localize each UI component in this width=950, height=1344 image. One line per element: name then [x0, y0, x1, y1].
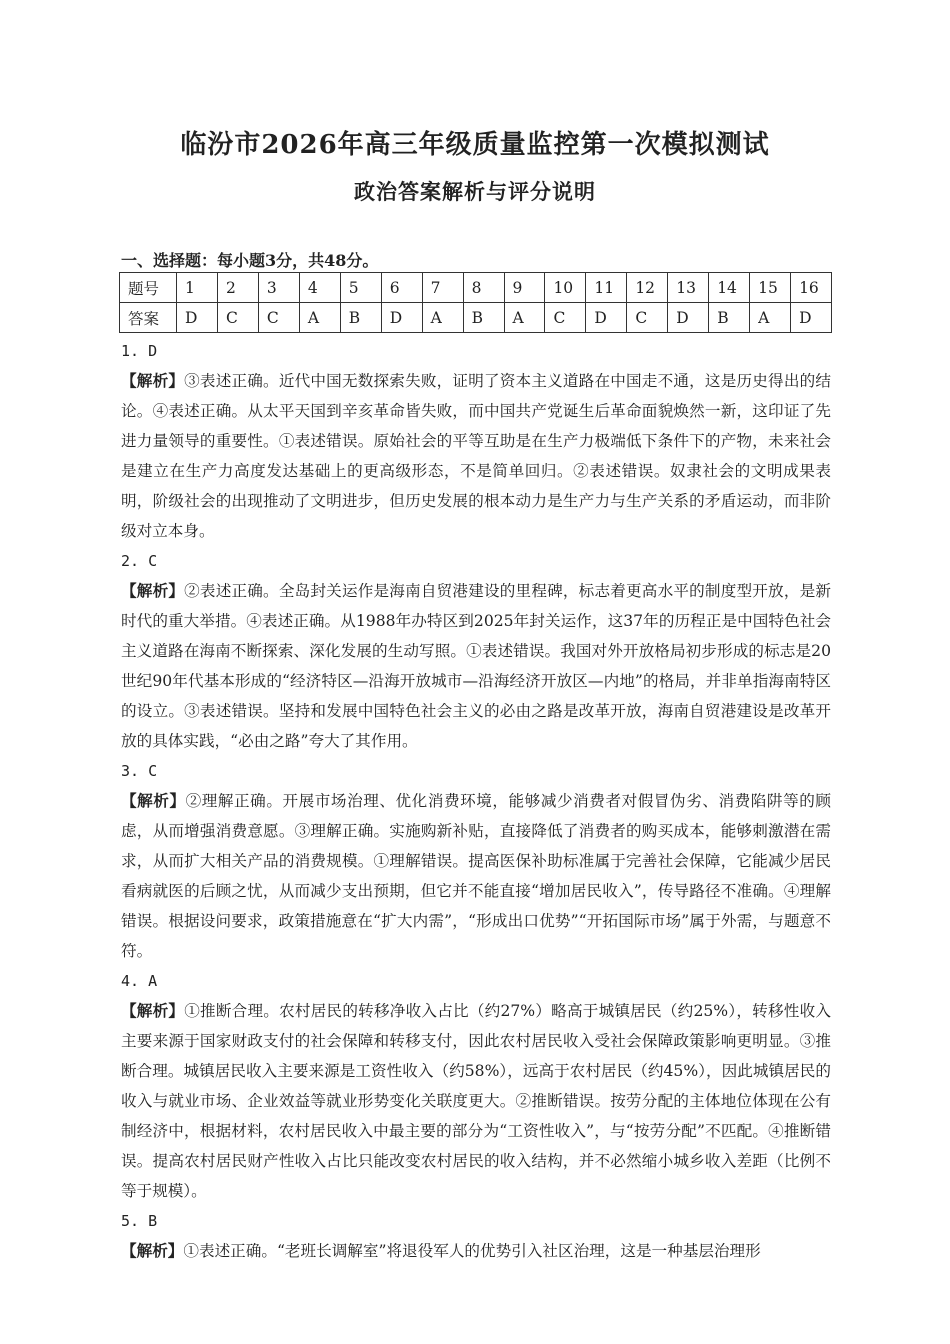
- analysis-tag: 【解析】: [121, 581, 185, 600]
- row-label-answer: 答案: [120, 303, 177, 333]
- explanation-text: ③表述正确。近代中国无数探索失败，证明了资本主义道路在中国走不通，这是历史得出的结论。④表述正确。从太平天国到辛亥革命皆失败，而中国共产党诞生后革命面貌焕然一新，这印证了先进力量领导的重要性。①表述错误。原始社会的平等互助是在生产力极端低下条件下的产物，未来社会是建立在生产力高度发达基础上的更高级形态，不是简单回归。②表述错误。奴隶社会的文明成果表明，阶级社会的出现推动了文明进步，但历史发展的根本动力是生产力与生产关系的矛盾运动，而非阶级对立本身。: [121, 372, 831, 540]
- question-explanation: [121, 366, 831, 546]
- question-number-cell: 8: [463, 273, 504, 303]
- question-number-cell: 6: [381, 273, 422, 303]
- question-number-cell: 16: [791, 273, 832, 303]
- row-label-question: 题号: [120, 273, 177, 303]
- question-number-answer: 3. C: [121, 762, 158, 780]
- analysis-tag: 【解析】: [121, 1001, 185, 1020]
- answer-cell: C: [545, 303, 586, 333]
- answer-cell: A: [422, 303, 463, 333]
- answer-cell: B: [340, 303, 381, 333]
- question-number-cell: 14: [709, 273, 750, 303]
- question-number-cell: 11: [586, 273, 627, 303]
- analysis-tag: 【解析】: [121, 791, 186, 810]
- answer-cell: D: [177, 303, 218, 333]
- answer-cell: B: [463, 303, 504, 333]
- analysis-tag: 【解析】: [121, 371, 185, 390]
- section-heading: 一、选择题：每小题3分，共48分。: [121, 251, 379, 270]
- question-number-cell: 2: [217, 273, 258, 303]
- question-number-cell: 1: [177, 273, 218, 303]
- explanation-text: ①推断合理。农村居民的转移净收入占比（约27%）略高于城镇居民（约25%），转移性收入主要来源于国家财政支付的社会保障和转移支付，因此农村居民收入受社会保障政策影响更明显。③推断合理。城镇居民收入主要来源是工资性收入（约58%），远高于农村居民（约45%），因此城镇居民的收入与就业市场、企业效益等就业形势变化关联度更大。②推断错误。按劳分配的主体地位体现在公有制经济中，根据材料，农村居民收入中最主要的部分为“工资性收入”，与“按劳分配”不匹配。④推断错误。提高农村居民财产性收入占比只能改变农村居民的收入结构，并不必然缩小城乡收入差距（比例不等于规模）。: [121, 1002, 831, 1200]
- explanation-text: ①表述正确。“老班长调解室”将退役军人的优势引入社区治理，这是一种基层治理形: [183, 1242, 761, 1260]
- answer-cell: A: [504, 303, 545, 333]
- answer-cell: C: [217, 303, 258, 333]
- question-number-cell: 7: [422, 273, 463, 303]
- answer-cell: D: [381, 303, 422, 333]
- answer-cell: A: [750, 303, 791, 333]
- answer-table: [119, 272, 832, 333]
- question-block: [121, 756, 831, 966]
- question-number-cell: 13: [668, 273, 709, 303]
- question-block: [121, 336, 831, 546]
- question-explanation: [121, 996, 831, 1206]
- explanation-text: ②理解正确。开展市场治理、优化消费环境，能够减少消费者对假冒伪劣、消费陷阱等的顾虑，从而增强消费意愿。③理解正确。实施购新补贴，直接降低了消费者的购买成本，能够刺激潜在需求，从而扩大相关产品的消费规模。①理解错误。提高医保补助标准属于完善社会保障，它能减少居民看病就医的后顾之忧，从而减少支出预期，但它并不能直接“增加居民收入”，传导路径不准确。④理解错误。根据设问要求，政策措施意在“扩大内需”，“形成出口优势”“开拓国际市场”属于外需，与题意不符。: [121, 792, 831, 960]
- question-explanation: [121, 1236, 831, 1266]
- answer-cell: A: [299, 303, 340, 333]
- question-number-answer: 1. D: [121, 342, 158, 360]
- question-block: [121, 1206, 831, 1266]
- question-explanation: [121, 576, 831, 756]
- question-number-cell: 10: [545, 273, 586, 303]
- question-number-answer: 2. C: [121, 552, 158, 570]
- page-title: 临汾市2026年高三年级质量监控第一次模拟测试: [180, 130, 770, 160]
- answer-cell: B: [709, 303, 750, 333]
- question-number-cell: 4: [299, 273, 340, 303]
- answer-cell: D: [791, 303, 832, 333]
- question-number-cell: 5: [340, 273, 381, 303]
- answer-cell: C: [258, 303, 299, 333]
- question-number-cell: 3: [258, 273, 299, 303]
- question-block: [121, 966, 831, 1206]
- explanations: [121, 336, 831, 1266]
- question-number-answer: 4. A: [121, 972, 158, 990]
- question-block: [121, 546, 831, 756]
- answer-row: [120, 303, 832, 333]
- answer-cell: D: [586, 303, 627, 333]
- question-number-cell: 15: [750, 273, 791, 303]
- analysis-tag: 【解析】: [121, 1241, 184, 1260]
- question-number-row: [120, 273, 832, 303]
- page-subtitle: 政治答案解析与评分说明: [354, 179, 596, 204]
- question-explanation: [121, 786, 831, 966]
- answer-cell: D: [668, 303, 709, 333]
- answer-cell: C: [627, 303, 668, 333]
- question-number-cell: 12: [627, 273, 668, 303]
- question-number-answer: 5. B: [121, 1212, 158, 1230]
- explanation-text: ②表述正确。全岛封关运作是海南自贸港建设的里程碑，标志着更高水平的制度型开放，是新时代的重大举措。④表述正确。从1988年办特区到2025年封关运作，这37年的历程正是中国特色社会主义道路在海南不断探索、深化发展的生动写照。①表述错误。我国对外开放格局初步形成的标志是20世纪90年代基本形成的“经济特区—沿海开放城市—沿海经济开放区—内地”的格局，并非单指海南特区的设立。③表述错误。坚持和发展中国特色社会主义的必由之路是改革开放，海南自贸港建设是改革开放的具体实践，“必由之路”夸大了其作用。: [121, 582, 831, 750]
- question-number-cell: 9: [504, 273, 545, 303]
